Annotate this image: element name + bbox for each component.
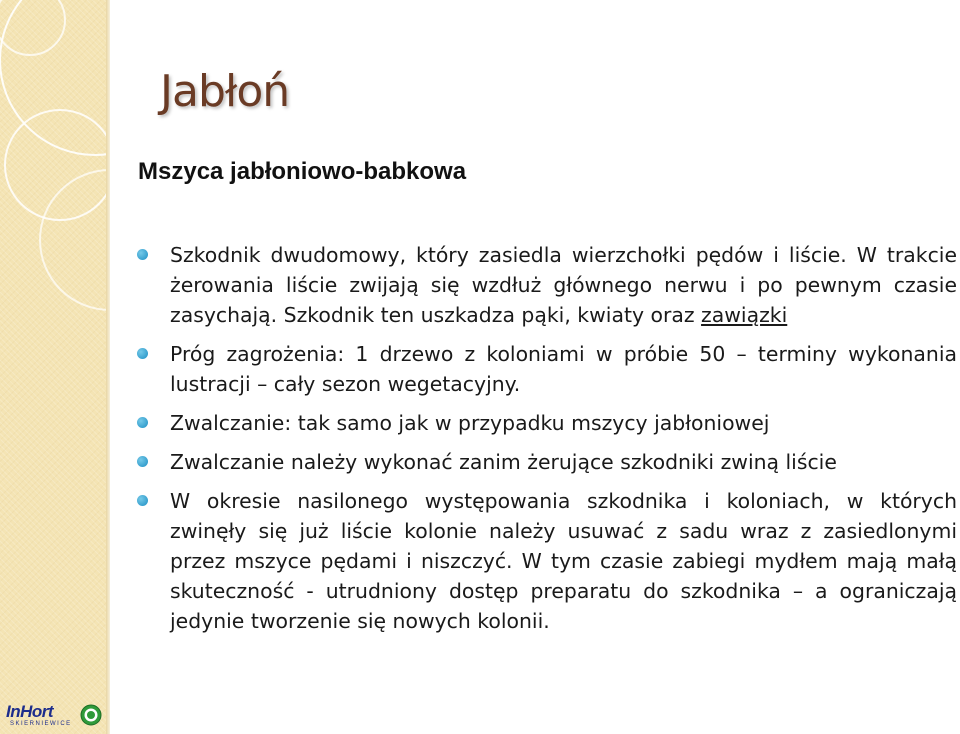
bullet-text-underlined: zawiązki [701,303,788,327]
slide-subtitle: Mszyca jabłoniowo-babkowa [138,158,467,185]
recycle-badge-icon [80,704,102,726]
bullet-text: W okresie nasilonego występowania szkodnika i koloniach, w których zwinęły się już liście kolonie należy usuwać z sadu wraz z zasiedlonymi przez mszyce pędami i niszczyć. W tym czasie zabiegi mydłem mają małą skuteczność - utrudniony dostęp preparatu do szkodnika – a ograniczają jedynie tworzenie się nowych kolonii. [170,489,957,633]
bullet-item-1 [137,240,957,330]
bullet-text: Zwalczanie należy wykonać zanim żerujące szkodniki zwiną liście [170,450,837,474]
logo-name: InHort [6,702,54,721]
bullet-text: Próg zagrożenia: 1 drzewo z koloniami w próbie 50 – terminy wykonania lustracji – cały sezon wegetacyjny. [170,342,957,396]
bullet-dot-icon [137,456,148,467]
bullet-item-4 [137,447,957,477]
inhort-logo [4,700,104,732]
decorative-circles [0,0,110,734]
decorative-side-band [0,0,110,734]
bullet-list [137,240,957,645]
bullet-dot-icon [137,249,148,260]
bullet-item-2 [137,339,957,399]
band-edge [106,0,110,734]
logo-subtitle: SKIERNIEWICE [10,721,72,727]
bullet-text: Zwalczanie: tak samo jak w przypadku mszycy jabłoniowej [170,411,770,435]
slide-title: Jabłoń [160,66,290,117]
bullet-text: Szkodnik dwudomowy, który zasiedla wierzchołki pędów i liście. W trakcie żerowania liście zwijają się wzdłuż głównego nerwu i po pewnym czasie zasychają. Szkodnik ten uszkadza pąki, kwiaty oraz [170,243,957,327]
bullet-dot-icon [137,495,148,506]
bullet-item-3 [137,408,957,438]
bullet-dot-icon [137,348,148,359]
bullet-dot-icon [137,417,148,428]
bullet-item-5 [137,486,957,636]
